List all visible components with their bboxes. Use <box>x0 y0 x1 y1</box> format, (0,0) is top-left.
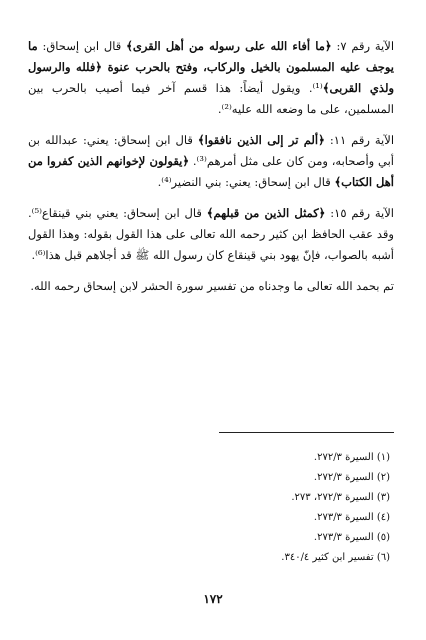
quran-quote: ﴿ألم تر إلى الذين نافقوا﴾ <box>197 133 325 147</box>
paragraph <box>28 203 394 266</box>
paragraph-text: قال ابن إسحاق: يعني: بني النضير⁽⁴⁾. <box>157 175 335 189</box>
quran-quote: ﴿ما أفاء الله على رسوله من أهل القرى﴾ <box>126 39 332 53</box>
footnote-item: (٦) تفسير ابن كثير ٣٤٠/٤. <box>281 552 390 563</box>
main-text <box>28 36 394 297</box>
paragraph <box>28 130 394 193</box>
footnote-divider <box>219 432 394 433</box>
quran-quote: ما يوجف عليه المسلمون بالخيل والركاب، وفتح بالحرب عنوة <box>28 39 394 74</box>
paragraph-text: الآية رقم ٧: <box>331 39 395 53</box>
paragraph-text: قال ابن إسحاق: <box>37 39 127 53</box>
quran-quote: ﴿فلله والرسول ولذي القربى﴾ <box>28 60 394 95</box>
paragraph <box>28 36 394 120</box>
footnote-item: (٢) السيرة ٢٧٢/٣. <box>313 472 390 483</box>
footnote-item: (٣) السيرة ٢٧٢/٣، ٢٧٣. <box>291 492 390 503</box>
quran-quote: ﴿يقولون لإخوانهم الذين كفروا من أهل الكتاب﴾ <box>28 154 394 189</box>
paragraph-text: قال ابن إسحاق: يعني بني قينقاع⁽⁵⁾. وقد عقب الحافظ ابن كثير رحمه الله تعالى على هذا القول بقوله: وهذا القول أشبه بالصواب، فإنّ يهود بني قينقاع كان رسول الله ﷺ قد أجلاهم قبل هذا⁽⁶⁾. <box>28 206 394 262</box>
paragraph <box>28 276 394 297</box>
paragraph-text: ⁽¹⁾. ويقول أيضاً: هذا قسم آخر فيما أصيب بالحرب بين المسلمين، على ما وضعه الله عليه⁽²⁾. <box>28 81 394 116</box>
paragraph-text: الآية رقم ١٥: <box>325 206 395 220</box>
footnote-item: (٤) السيرة ٢٧٣/٣. <box>313 512 390 523</box>
paragraph-text: قال ابن إسحاق: يعني: عبدالله بن أبي وأصحابه، ومن كان على مثل أمرهم⁽³⁾. <box>28 133 394 168</box>
paragraph-text: تم بحمد الله تعالى ما وجدناه من تفسير سورة الحشر لابن إسحاق رحمه الله. <box>30 279 394 293</box>
quran-quote: ﴿كمثل الذين من قبلهم﴾ <box>206 206 326 220</box>
paragraph-text: الآية رقم ١١: <box>324 133 395 147</box>
footnote-item: (١) السيرة ٢٧٢/٣. <box>313 452 390 463</box>
footnotes <box>50 448 390 568</box>
footnote-item: (٥) السيرة ٢٧٣/٣. <box>313 532 390 543</box>
page-number: ١٧٢ <box>203 592 223 606</box>
